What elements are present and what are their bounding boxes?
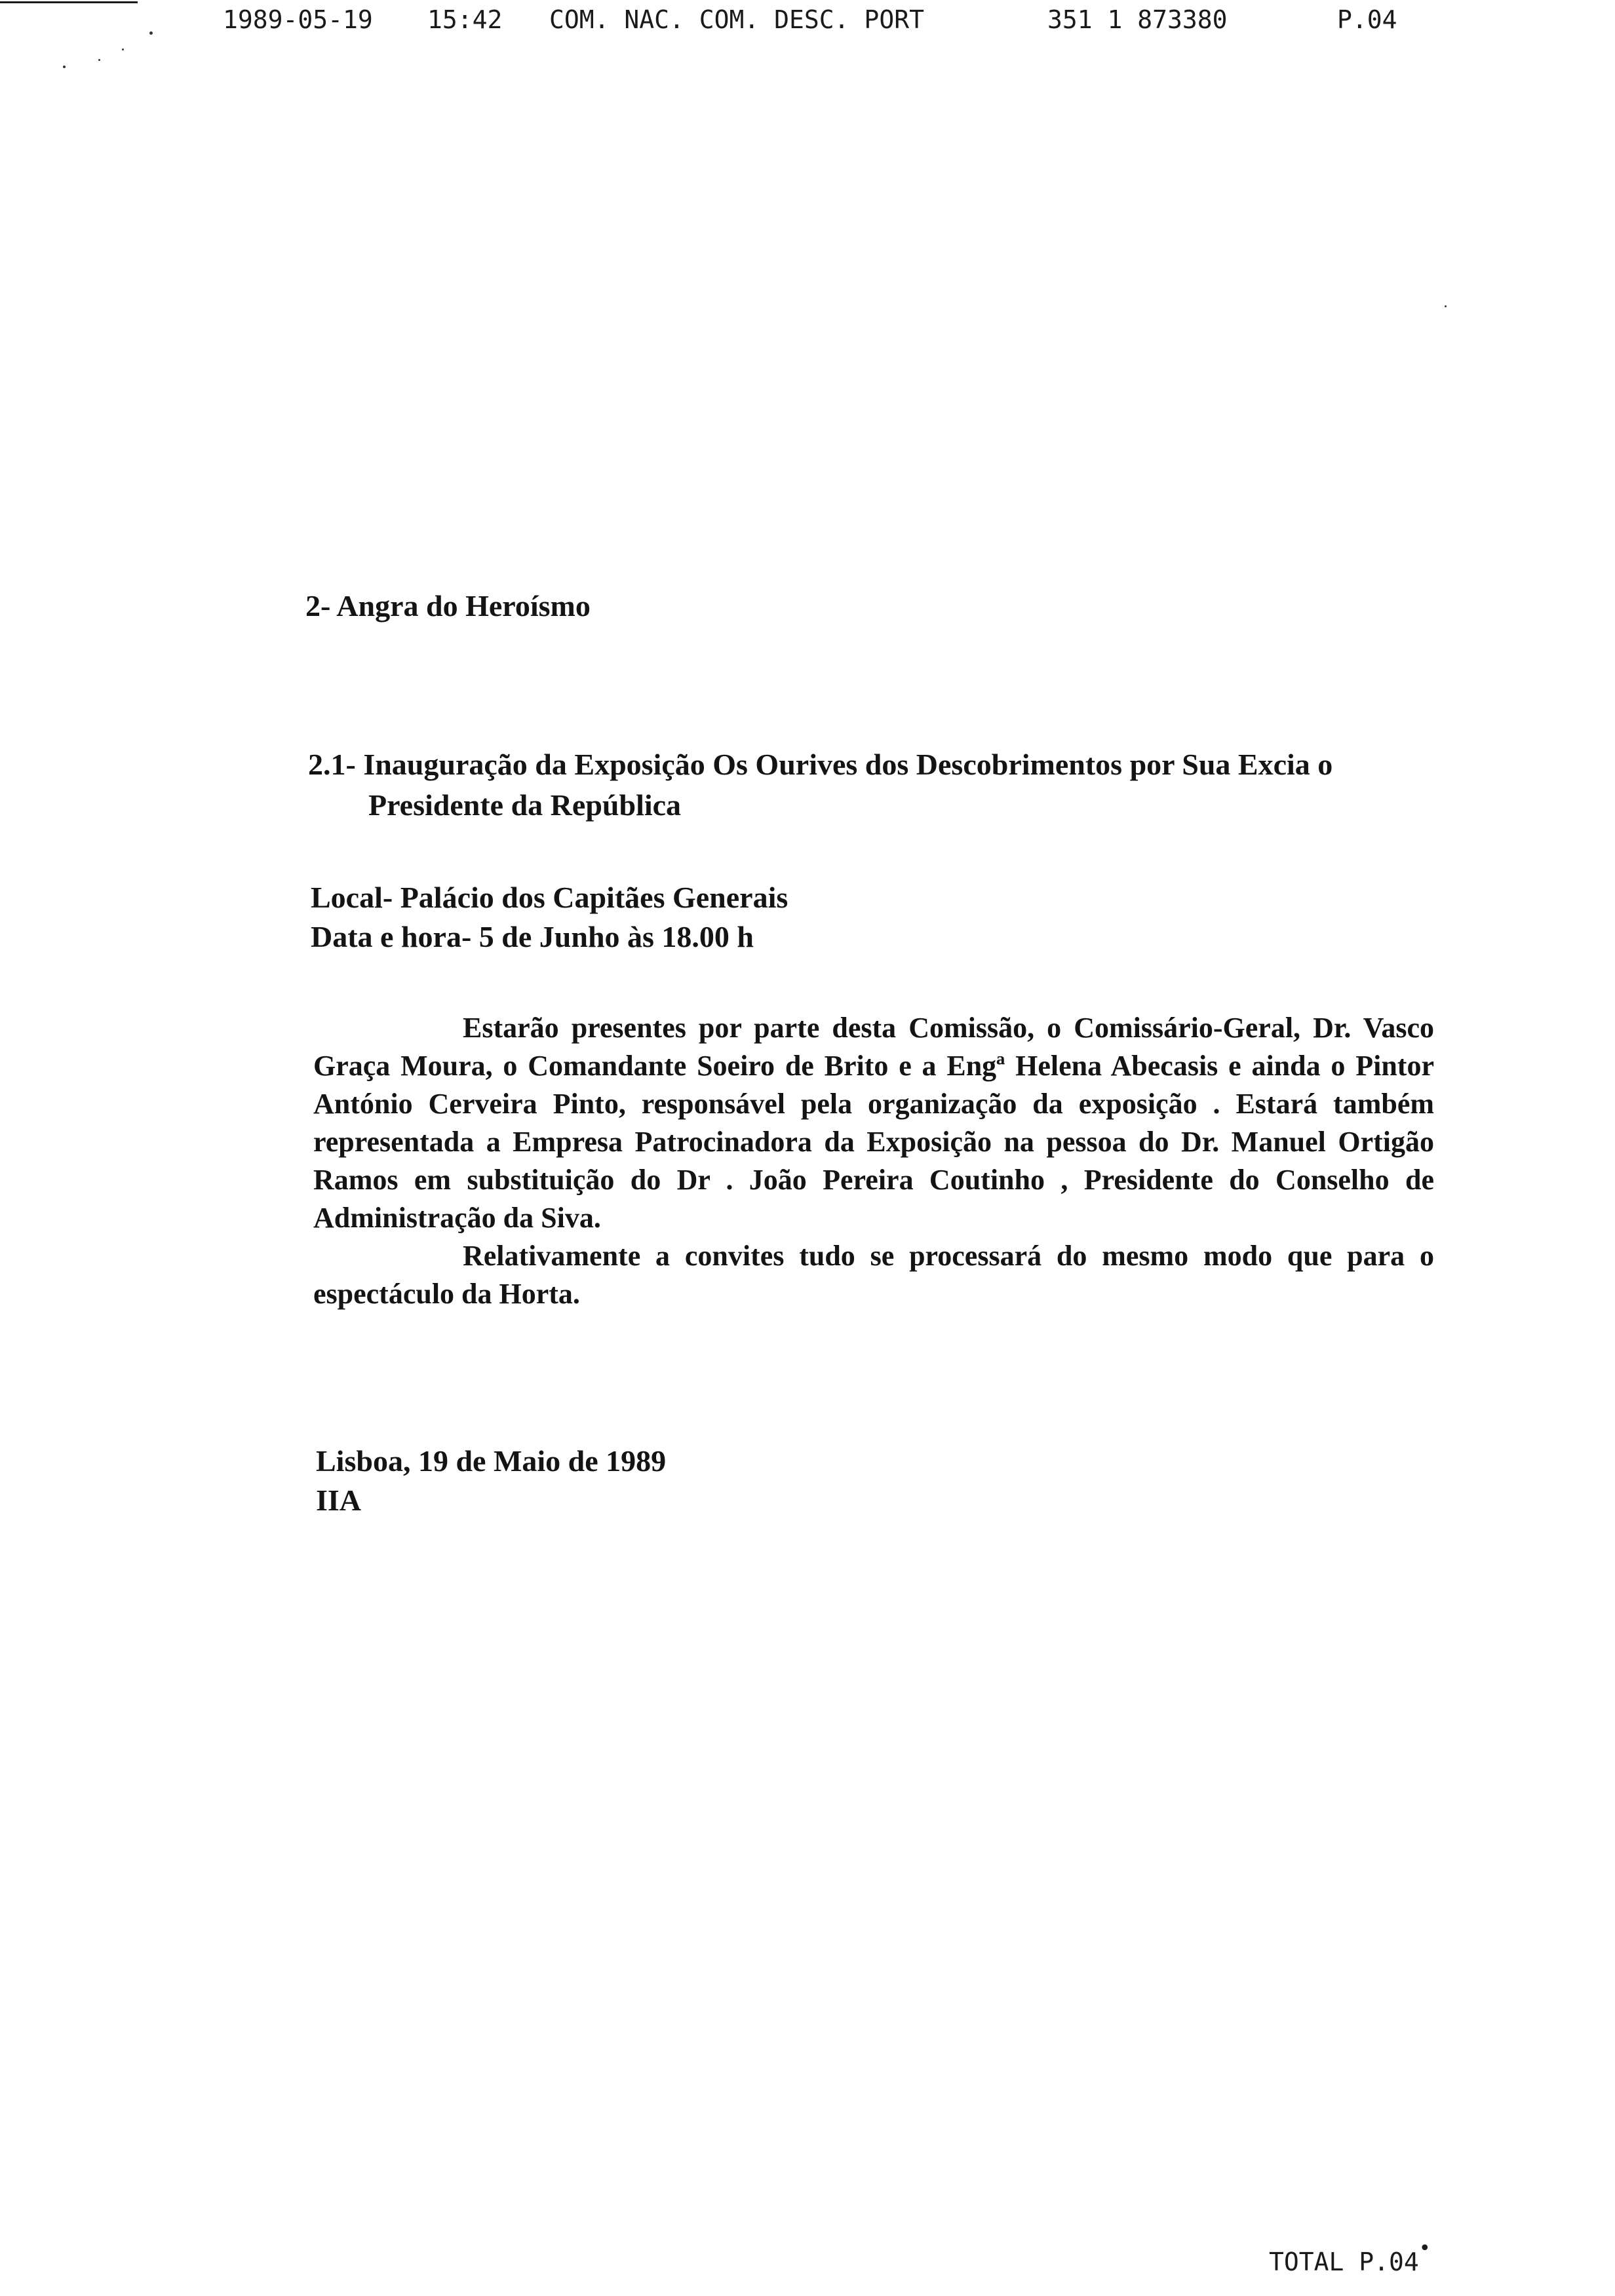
- scan-speck: [63, 66, 66, 68]
- subsection-title-line1: 2.1- Inauguração da Exposição Os Ourives dos Descobrimentos por Sua Excia o: [308, 748, 1333, 781]
- event-location: Local- Palácio dos Capitães Generais: [311, 881, 788, 914]
- event-datetime: Data e hora- 5 de Junho às 18.00 h: [311, 920, 754, 953]
- section-heading: 2- Angra do Heroísmo: [305, 589, 591, 622]
- fax-header-sender: COM. NAC. COM. DESC. PORT: [549, 5, 924, 34]
- fax-footer-dots: •: [1418, 2237, 1431, 2260]
- scan-speck: [1445, 305, 1447, 307]
- fax-header: [0, 5, 1615, 45]
- fax-header-time: 15:42: [427, 5, 503, 34]
- fax-header-date: 1989-05-19: [223, 5, 373, 34]
- body-paragraph-2: Relativamente a convites tudo se processará do mesmo modo que para o espectáculo da Horta.: [313, 1240, 1434, 1310]
- closing-place-date: Lisboa, 19 de Maio de 1989: [316, 1444, 667, 1478]
- subsection-title: [308, 744, 1422, 826]
- event-details: [311, 878, 788, 957]
- fax-footer: [1269, 2237, 1431, 2276]
- body-text: [313, 1009, 1434, 1313]
- scan-speck: [122, 48, 124, 50]
- body-paragraph-1: Estarão presentes por parte desta Comissão, o Comissário-Geral, Dr. Vasco Graça Moura, o Comandante Soeiro de Brito e a Engª Helena Abecasis e ainda o Pintor António Cerveira Pinto, responsável pela organização da exposição . Estará também representada a Empresa Patrocinadora da Exposição na pessoa do Dr. Manuel Ortigão Ramos em substituição do Dr . João Pereira Coutinho , Presidente do Conselho de Administração da Siva.: [313, 1012, 1434, 1234]
- fax-header-page: P.04: [1337, 5, 1397, 34]
- closing-initials: IIA: [316, 1483, 362, 1517]
- scan-speck: [98, 59, 100, 61]
- scan-speck: [149, 31, 153, 35]
- closing: [316, 1442, 666, 1520]
- fax-footer-total: TOTAL P.04: [1269, 2248, 1419, 2276]
- fax-header-phone: 351 1 873380: [1047, 5, 1228, 34]
- fax-top-rule: [0, 1, 138, 3]
- subsection-title-line2: Presidente da República: [368, 788, 682, 822]
